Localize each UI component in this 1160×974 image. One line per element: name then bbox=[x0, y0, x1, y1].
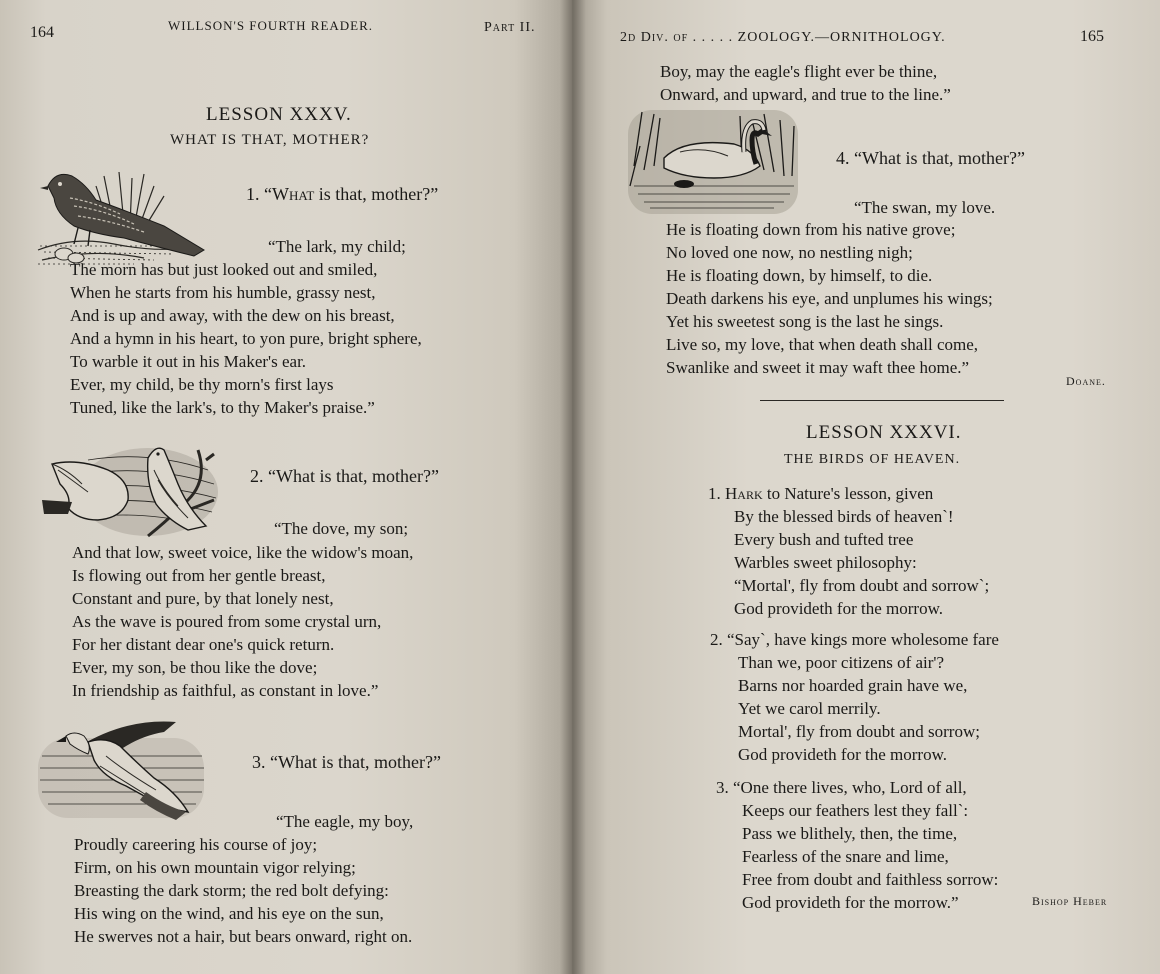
stanza2-answer: “The dove, my son; bbox=[274, 519, 409, 538]
poem-stanza3-first-line: 3. “One there lives, who, Lord of all, bbox=[716, 778, 967, 797]
poem-stanza1-first-line: 1. Hark to Nature's lesson, given bbox=[708, 484, 934, 503]
poem-stanza2: Than we, poor citizens of air'? Barns nor hoarded grain have we, Yet we carol merrily. Mortal', fly from doubt and sorrow; God provideth for the morrow. bbox=[738, 653, 980, 764]
section-divider bbox=[760, 400, 1004, 401]
attribution-doane: Doane. bbox=[1066, 374, 1106, 388]
lesson-title: LESSON XXXVI. bbox=[806, 422, 962, 443]
stanza3-verse: Proudly careering his course of joy; Firm, on his own mountain vigor relying; Breasting the dark storm; the red bolt defying: His wing on the wind, and his eye on the sun, He swerves not a hair, but bears onward, right on. bbox=[74, 835, 413, 946]
stanza2-question: 2. “What is that, mother?” bbox=[250, 466, 439, 486]
stanza4-question: 4. “What is that, mother?” bbox=[836, 148, 1025, 168]
stanza3-answer: “The eagle, my boy, bbox=[276, 812, 414, 831]
continued-verse: Boy, may the eagle's flight ever be thine, Onward, and upward, and true to the line.” bbox=[660, 62, 951, 104]
part-label: Part II. bbox=[484, 20, 536, 35]
running-head: WILLSON'S FOURTH READER. bbox=[168, 18, 374, 33]
lesson-subtitle: THE BIRDS OF HEAVEN. bbox=[784, 452, 961, 467]
stanza1-verse: The morn has but just looked out and smiled, When he starts from his humble, grassy nest, And is up and away, with the dew on his breast, And a hymn in his heart, to yon pure, bright sphere, To warble it out in his Maker's ear. Ever, my child, be thy morn's first lays Tuned, like the lark's, to thy Maker's praise.” bbox=[70, 260, 422, 417]
poem-stanza3: Keeps our feathers lest they fall`: Pass we blithely, then, the time, Fearless of the snare and lime, Free from doubt and faithless sorrow: God provideth for the morrow.” bbox=[742, 801, 999, 912]
lesson-subtitle: WHAT IS THAT, MOTHER? bbox=[170, 132, 370, 148]
stanza1-answer: “The lark, my child; bbox=[268, 237, 406, 256]
page-number: 165 bbox=[1080, 28, 1104, 45]
stanza4-answer: “The swan, my love. bbox=[854, 198, 996, 217]
book-gutter bbox=[560, 0, 586, 974]
swan-illustration bbox=[624, 106, 802, 218]
dove-illustration bbox=[38, 440, 218, 540]
lesson-title: LESSON XXXV. bbox=[206, 104, 352, 125]
poem-stanza1: By the blessed birds of heaven`! Every bush and tufted tree Warbles sweet philosophy: “Mortal', fly from doubt and sorrow`; God provideth for the morrow. bbox=[734, 507, 990, 618]
stanza1-question: 1. “What is that, mother?” bbox=[246, 184, 439, 204]
eagle-illustration bbox=[36, 716, 208, 826]
stanza3-question: 3. “What is that, mother?” bbox=[252, 752, 441, 772]
lark-illustration bbox=[34, 166, 210, 268]
poem-stanza2-first-line: 2. “Say`, have kings more wholesome fare bbox=[710, 630, 999, 649]
stanza2-verse: And that low, sweet voice, like the widow's moan, Is flowing out from her gentle breast, Constant and pure, by that lonely nest, As the wave is poured from some crystal urn, For her distant dear one's quick return. Ever, my son, be thou like the dove; In friendship as faithful, as constant in love.” bbox=[72, 543, 414, 700]
stanza4-verse: He is floating down from his native grove; No loved one now, no nestling nigh; He is floating down, by himself, to die. Death darkens his eye, and unplumes his wings; Yet his sweetest song is the last he sings. Live so, my love, that when death shall come, Swanlike and sweet it may waft thee home.” bbox=[666, 220, 993, 377]
running-head: 2d Div. of . . . . . ZOOLOGY.—ORNITHOLOGY. bbox=[620, 30, 946, 45]
attribution-heber: Bishop Heber bbox=[1032, 894, 1108, 908]
left-page bbox=[0, 0, 572, 974]
page-number: 164 bbox=[30, 24, 54, 41]
right-page bbox=[572, 0, 1160, 974]
